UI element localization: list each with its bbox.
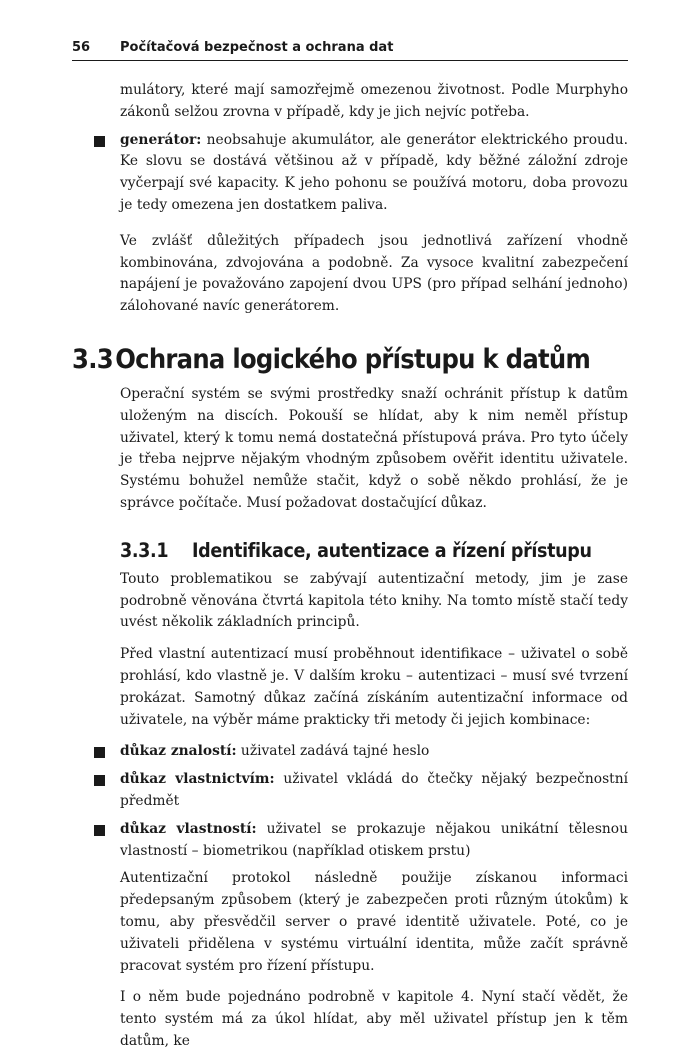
bullet-term: důkaz vlastnictvím: bbox=[120, 771, 275, 788]
subsection-heading bbox=[120, 537, 592, 565]
bullet-term: důkaz znalostí: bbox=[120, 743, 237, 760]
square-bullet-icon bbox=[94, 775, 105, 786]
paragraph: Před vlastní autentizací musí proběhnout identifikace – uživatel o sobě prohlásí, kdo vlastně je. V dalším kroku – autentizaci – musí své tvrzení prokázat. Samotný důkaz začíná získáním autentizační informace od uživatele, na výběr máme prakticky tři metody či jejich kombinace: bbox=[120, 646, 628, 728]
bullet-term: důkaz vlastností: bbox=[120, 820, 257, 837]
running-title: Počítačová bezpečnost a ochrana dat bbox=[120, 40, 394, 55]
section-number: 3.3 bbox=[72, 343, 113, 375]
bullet-text: uživatel se prokazuje nějakou unikátní tělesnou vlastností – biometrikou (například otiskem prstu) bbox=[120, 820, 628, 859]
bullet-item bbox=[120, 769, 628, 813]
paragraph: Ve zvlášť důležitých případech jsou jednotlivá zařízení vhodně kombinována, zdvojována a podobně. Za vysoce kvalitní zabezpečení napájení je považováno zapojení dvou UPS (pro případ selhání jednoho) zálohované navíc generátorem. bbox=[120, 232, 628, 315]
bullet-item bbox=[120, 819, 628, 863]
page-body bbox=[72, 80, 628, 1063]
bullet-item bbox=[120, 741, 628, 763]
running-header bbox=[72, 38, 628, 61]
bullet-text: neobsahuje akumulátor, ale generátor elektrického proudu. Ke slovu se dostává většinou až v případě, kdy běžné záložní zdroje vyčerpají své kapacity. K jeho pohonu se používá motoru, doba provozu je tedy omezena jen dostatkem paliva. bbox=[120, 131, 628, 213]
paragraph: Autentizační protokol následně použije získanou informaci předepsaným způsobem (který je zabezpečen proti různým útokům) k tomu, aby přesvědčil server o pravé identitě uživatele. Poté, co je uživateli přidělena v systému virtuální identita, může začít správně pracovat systém pro řízení přístupu. bbox=[120, 870, 628, 974]
page-number: 56 bbox=[72, 40, 91, 55]
paragraph: Operační systém se svými prostředky snaží ochránit přístup k datům uloženým na discích. Pokouší se hlídat, aby k nim neměl přístup uživatel, který k tomu nemá dostatečná přístupová práva. Pro tyto účely je třeba nejprve nějakým vhodným způsobem ověřit identitu uživatele. Systému bohužel nemůže stačit, když o sobě někdo prohlásí, že je správce počítače. Musí požadovat dostačující důkaz. bbox=[120, 385, 628, 511]
bullet-text: uživatel zadává tajné heslo bbox=[236, 743, 430, 760]
square-bullet-icon bbox=[94, 136, 105, 147]
continued-bullet-text: mulátory, které mají samozřejmě omezenou životnost. Podle Murphyho zákonů selžou zrovna v případě, kdy je jich nejvíc potřeba. bbox=[120, 82, 628, 120]
section-heading bbox=[72, 342, 591, 378]
bullet-generator bbox=[120, 130, 628, 217]
paragraph: Touto problematikou se zabývají autentizační metody, jim je zase podrobně věnována čtvrtá kapitola této knihy. Na tomto místě stačí tedy uvést několik základních principů. bbox=[120, 570, 628, 631]
square-bullet-icon bbox=[94, 747, 105, 758]
bullet-term: generátor: bbox=[120, 131, 202, 148]
paragraph: I o něm bude pojednáno podrobně v kapitole 4. Nyní stačí vědět, že tento systém má za úkol hlídat, aby měl uživatel přístup jen k těm datům, ke bbox=[120, 989, 628, 1049]
bullet-list bbox=[120, 741, 628, 862]
subsection-number: 3.3.1 bbox=[120, 538, 169, 562]
section-title: Ochrana logického přístupu k datům bbox=[115, 343, 591, 375]
square-bullet-icon bbox=[94, 825, 105, 836]
bullet-text: uživatel vkládá do čtečky nějaký bezpečnostní předmět bbox=[120, 771, 628, 809]
subsection-title: Identifikace, autentizace a řízení přístupu bbox=[192, 538, 592, 562]
